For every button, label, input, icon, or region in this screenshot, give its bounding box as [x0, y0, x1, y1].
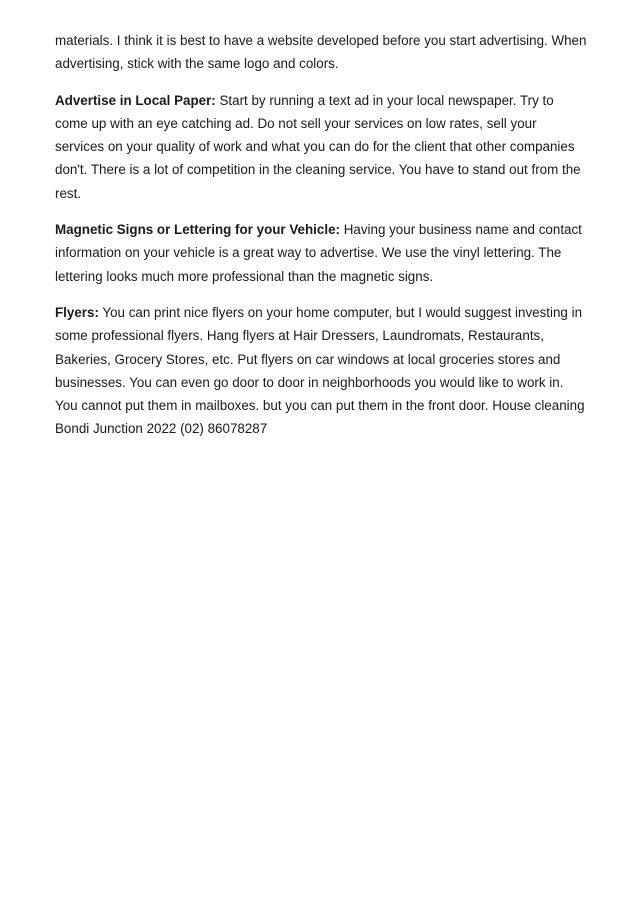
paragraph-text: You can print nice flyers on your home computer, but I would suggest investing in some professional flyers. Hang flyers at Hair Dressers, Laundromats, Restaurants, Bakeries, Grocery Stores, etc. Put flyers on car windows at local groceries stores and businesses. You can even go door to door in neighborhoods you would like to work in. You cannot put them in mailboxes. but you can put them in the front door. House cleaning Bondi Junction 2022 (02) 86078287	[55, 304, 585, 437]
paragraph-flyers	[55, 301, 587, 441]
paragraph-lead: Magnetic Signs or Lettering for your Vehicle:	[55, 222, 340, 238]
paragraph-text: materials. I think it is best to have a website developed before you start advertising. When advertising, stick with the same logo and colors.	[55, 33, 587, 72]
paragraph-text: Having your business name and contact information on your vehicle is a great way to advertise. We use the vinyl lettering. The lettering looks much more professional than the magnetic signs.	[55, 222, 582, 284]
paragraph-lead: Advertise in Local Paper:	[55, 92, 216, 108]
paragraph-local-paper	[55, 89, 587, 205]
paragraph-text: Start by running a text ad in your local newspaper. Try to come up with an eye catching ad. Do not sell your services on low rates, sell your services on your quality of work and what you can do for the client that other companies don't. There is a lot of competition in the cleaning service. You have to stand out from the rest.	[55, 92, 581, 201]
paragraph-intro	[55, 29, 587, 76]
paragraph-lead: Flyers:	[55, 304, 99, 320]
paragraph-vehicle-signs	[55, 218, 587, 288]
document-page	[55, 29, 587, 454]
